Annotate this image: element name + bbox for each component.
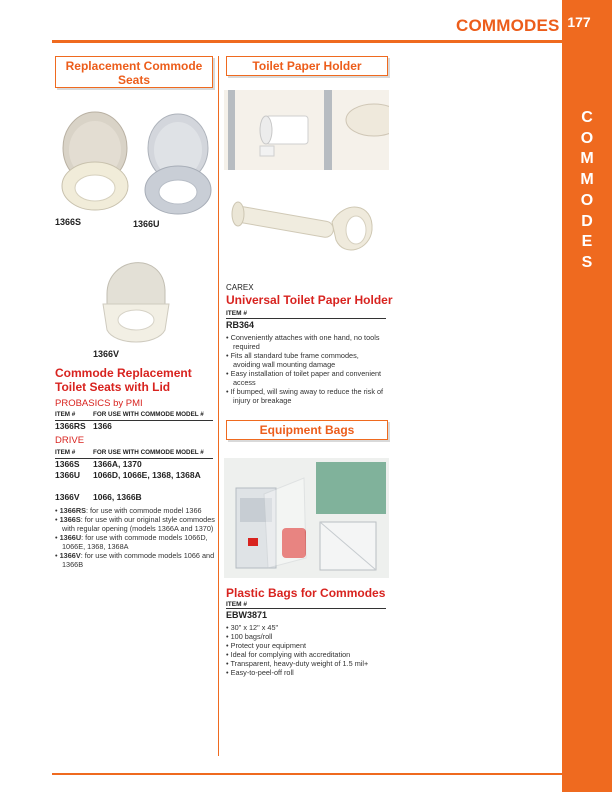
table2-item: 1366V <box>55 492 80 502</box>
page-number: 177 <box>567 14 591 30</box>
side-letter: M <box>580 150 594 168</box>
tp-feature: • If bumped, will swing away to reduce the risk of injury or breakage <box>226 387 384 405</box>
table2-item: 1366S <box>55 459 80 469</box>
side-tab-letters <box>562 108 612 274</box>
seat-notes <box>55 506 215 569</box>
side-letter: M <box>580 171 594 189</box>
brand-drive: DRIVE <box>55 435 85 446</box>
tp-feature-list <box>226 333 386 405</box>
seat-1366u-image <box>140 110 215 220</box>
col-model-header: FOR USE WITH COMMODE MODEL # <box>93 411 204 418</box>
toilet-paper-holder-heading: Toilet Paper Holder <box>226 56 388 76</box>
tp-feature: • Easy installation of toilet paper and convenient access <box>226 369 382 387</box>
column-divider <box>218 56 219 756</box>
bags-product-title: Plastic Bags for Commodes <box>226 586 386 600</box>
tp-item-number: RB364 <box>226 318 386 330</box>
side-letter: E <box>581 233 593 251</box>
side-letter: O <box>580 191 594 209</box>
note-item: • 1366RS: for use with commode model 1366 <box>55 506 202 515</box>
header-rule <box>52 40 562 43</box>
footer-rule <box>52 773 562 775</box>
note-item: • 1366V: for use with commode models 1066 and 1366B <box>55 551 215 569</box>
caption-1366v: 1366V <box>93 349 120 359</box>
table2-model: 1066, 1366B <box>93 492 142 502</box>
caption-1366u: 1366U <box>133 219 160 229</box>
side-letter: D <box>581 212 593 230</box>
note-item: • 1366S: for use with our original style commodes with regular opening (models 1366A and 1370) <box>55 515 215 533</box>
toilet-paper-holder-image <box>224 90 389 275</box>
note-item: • 1366U: for use with commode models 1066D, 1066E, 1368, 1368A <box>55 533 208 551</box>
table2-model: 1066D, 1066E, 1368, 1368A <box>93 470 201 480</box>
tp-product-title: Universal Toilet Paper Holder <box>226 293 393 307</box>
bags-feature-list <box>226 623 388 677</box>
col-model-header: FOR USE WITH COMMODE MODEL # <box>93 449 204 456</box>
bags-feature: • 100 bags/roll <box>226 632 273 641</box>
table2-header <box>55 449 213 459</box>
table1-model: 1366 <box>93 421 112 431</box>
bags-item-number: EBW3871 <box>226 608 386 620</box>
table1-item: 1366RS <box>55 421 86 431</box>
section-title: COMMODES <box>456 16 560 35</box>
seat-1366v-image <box>95 242 175 347</box>
bags-feature: • Protect your equipment <box>226 641 307 650</box>
tp-item-label: ITEM # <box>226 310 247 317</box>
bags-feature: • Transparent, heavy-duty weight of 1.5 mil+ <box>226 659 369 668</box>
tp-feature: • Fits all standard tube frame commodes, avoiding wall mounting damage <box>226 351 359 369</box>
replacement-seats-heading: Replacement Commode Seats <box>55 56 213 88</box>
side-letter: S <box>581 253 593 271</box>
bags-feature: • 30" x 12" x 45" <box>226 623 279 632</box>
tp-brand: CAREX <box>226 283 254 292</box>
col-item-header: ITEM # <box>55 411 76 418</box>
bags-item-label: ITEM # <box>226 601 247 608</box>
bags-feature: • Ideal for complying with accreditation <box>226 650 351 659</box>
tp-feature: • Conveniently attaches with one hand, no tools required <box>226 333 380 351</box>
bags-feature: • Easy-to-peel-off roll <box>226 668 294 677</box>
seat-1366s-image <box>58 108 133 213</box>
col-item-header: ITEM # <box>55 449 76 456</box>
table2-item: 1366U <box>55 470 81 480</box>
table1-header <box>55 411 213 421</box>
caption-1366s: 1366S <box>55 217 82 227</box>
seats-product-title: Commode Replacement Toilet Seats with Lid <box>55 366 192 394</box>
side-letter: O <box>580 129 594 147</box>
plastic-bags-image <box>224 458 389 578</box>
equipment-bags-heading: Equipment Bags <box>226 420 388 440</box>
brand-probasics: PROBASICS by PMI <box>55 398 143 409</box>
table2-model: 1366A, 1370 <box>93 459 142 469</box>
side-letter: C <box>581 109 593 126</box>
